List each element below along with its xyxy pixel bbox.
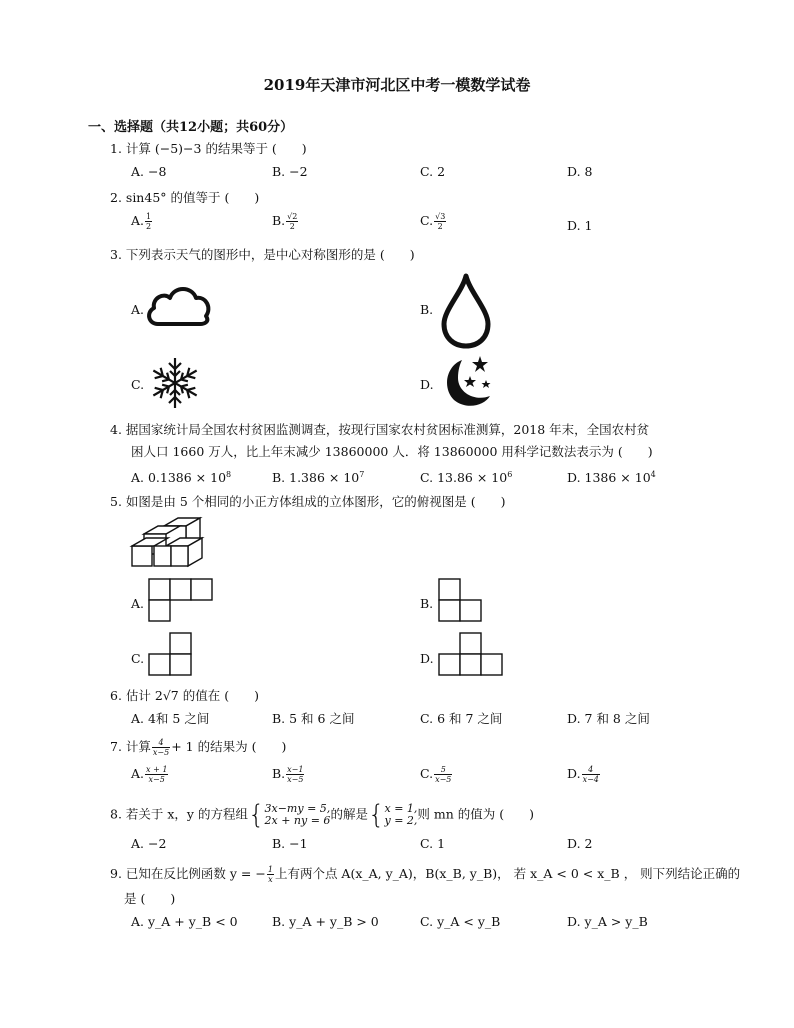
q7-option-a: A. $\frac{x + 1}{x-5}$	[131, 765, 168, 784]
snowflake-icon	[148, 356, 202, 410]
question-3-stem: 3. 下列表示天气的图形中，是中心对称图形的是 ( )	[110, 247, 415, 262]
q4-option-c: C. $13.86 \times 10^6$	[420, 470, 513, 486]
q4-option-d: D. $1386 \times 10^4$	[567, 470, 656, 486]
cube-stack-figure	[130, 516, 216, 572]
question-2-stem: 2. sin45° 的值等于 ( )	[110, 190, 260, 205]
question-8-stem: 8. 若关于 x，y 的方程组{3x−my = 5, 2x + ny = 6的解是{x = 1, y = 2,则 mn 的值为 ( )	[110, 800, 534, 830]
q5-option-c-label: C.	[131, 651, 145, 666]
q1-option-d: D. 8	[567, 164, 593, 179]
question-4-line-1: 4. 据国家统计局全国农村贫困监测调查，按现行国家农村贫困标准测算，2018 年末，全国农村贫	[110, 422, 650, 437]
q3-option-a-label: A.	[131, 302, 145, 317]
q4-option-a: A. $0.1386 \times 10^8$	[131, 470, 232, 486]
q7-option-b: B. $\frac{x-1}{x-5}$	[272, 765, 304, 784]
page-title: 2019年天津市河北区中考一模数学试卷	[263, 76, 531, 94]
q9-option-b: B. y_A + y_B > 0	[272, 914, 379, 929]
q3-option-d-label: D.	[420, 377, 434, 392]
question-5-stem: 5. 如图是由 5 个相同的小正方体组成的立体图形，它的俯视图是 ( )	[110, 494, 506, 509]
q5-option-d-label: D.	[420, 651, 434, 666]
q3-option-b-label: B.	[420, 302, 434, 317]
q1-option-a: A. −8	[131, 164, 167, 179]
q5-option-c-figure	[148, 632, 194, 678]
q1-option-c: C. 2	[420, 164, 446, 179]
question-9-line-1: 9. 已知在反比例函数 y = − $\frac{1}{x}$ 上有两个点 A(x_A, y_A)，B(x_B, y_B)， 若 x_A < 0 < x_B ， 则下列结论正确的	[110, 865, 741, 884]
q7-option-c: C. $\frac{5}{x-5}$	[420, 765, 452, 784]
raindrop-icon	[440, 272, 492, 350]
q5-option-b-label: B.	[420, 596, 434, 611]
q3-option-c-label: C.	[131, 377, 145, 392]
question-9-line-2: 是 ( )	[124, 891, 176, 906]
q9-option-c: C. y_A < y_B	[420, 914, 501, 929]
q2-option-c: C. $\frac{√3}{2}$	[420, 212, 446, 231]
q5-option-a-figure	[148, 578, 216, 624]
q8-option-c: C. 1	[420, 836, 446, 851]
q4-option-b: B. $1.386 \times 10^7$	[272, 470, 365, 486]
q6-option-d: D. 7 和 8 之间	[567, 711, 650, 726]
q5-option-d-figure	[438, 632, 506, 678]
q2-option-d: D. 1	[567, 218, 593, 233]
cloud-icon	[146, 284, 210, 328]
q8-option-d: D. 2	[567, 836, 593, 851]
question-1-stem: 1. 计算 (−5)−3 的结果等于 ( )	[110, 141, 307, 156]
question-6-stem: 6. 估计 2√7 的值在 ( )	[110, 688, 259, 703]
q8-option-a: A. −2	[131, 836, 167, 851]
q2-option-a: A. $\frac{1}{2}$	[131, 212, 152, 231]
q6-option-c: C. 6 和 7 之间	[420, 711, 503, 726]
q6-option-b: B. 5 和 6 之间	[272, 711, 355, 726]
q5-option-a-label: A.	[131, 596, 145, 611]
q7-option-d: D. $\frac{4}{x-4}$	[567, 765, 599, 784]
q9-option-d: D. y_A > y_B	[567, 914, 648, 929]
question-7-stem: 7. 计算 $\frac{4}{x-5}$ + 1 的结果为 ( )	[110, 738, 287, 757]
section-heading: 一、选择题（共12小题；共60分）	[88, 120, 294, 135]
moon-stars-icon	[440, 354, 496, 410]
q8-option-b: B. −1	[272, 836, 308, 851]
q6-option-a: A. 4和 5 之间	[131, 711, 210, 726]
q1-option-b: B. −2	[272, 164, 308, 179]
question-4-line-2: 困人口 1660 万人，比上年末减少 13860000 人．将 13860000 用科学记数法表示为 ( )	[131, 444, 653, 459]
q2-option-b: B. $\frac{√2}{2}$	[272, 212, 298, 231]
q9-option-a: A. y_A + y_B < 0	[131, 914, 238, 929]
q5-option-b-figure	[438, 578, 484, 624]
